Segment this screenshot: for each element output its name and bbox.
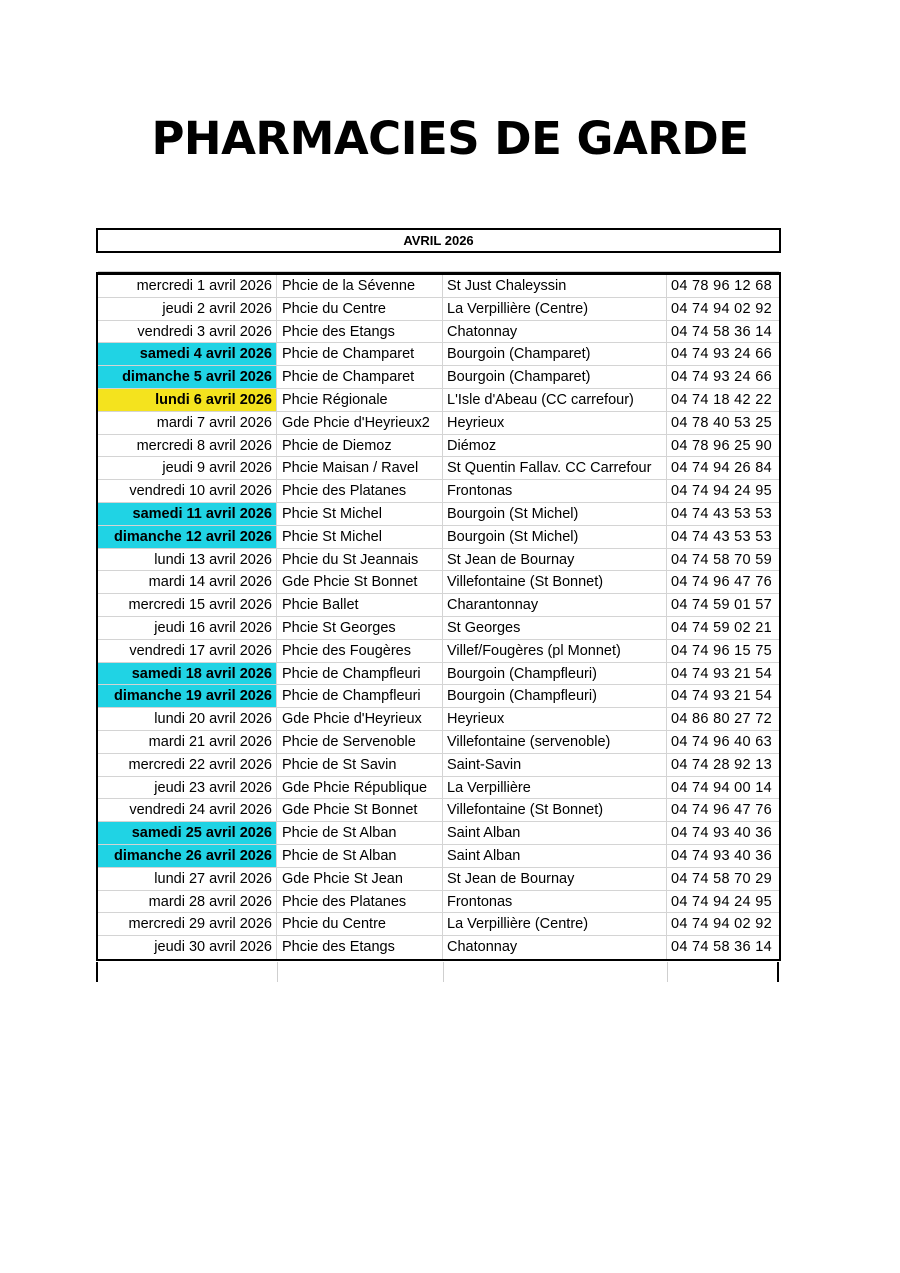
phone-cell: 04 74 94 26 84 xyxy=(671,460,772,477)
pharmacy-cell: Phcie de St Savin xyxy=(277,754,443,776)
city-cell: Saint Alban xyxy=(443,822,667,844)
pharmacy-cell: Phcie Ballet xyxy=(277,594,443,616)
city-cell: St Just Chaleyssin xyxy=(443,275,667,297)
table-row xyxy=(98,640,779,663)
city-cell: St Jean de Bournay xyxy=(443,868,667,890)
date-cell: mercredi 8 avril 2026 xyxy=(98,435,277,457)
table-row xyxy=(98,457,779,480)
table-row xyxy=(98,321,779,344)
city-cell: Heyrieux xyxy=(443,708,667,730)
city-cell: Bourgoin (Champfleuri) xyxy=(443,685,667,707)
city-cell: Villefontaine (St Bonnet) xyxy=(443,571,667,593)
grid-line xyxy=(777,962,779,982)
city-cell: Frontonas xyxy=(443,480,667,502)
date-cell: mercredi 1 avril 2026 xyxy=(98,275,277,297)
table-row xyxy=(98,845,779,868)
date-cell: mardi 14 avril 2026 xyxy=(98,571,277,593)
date-cell: mardi 7 avril 2026 xyxy=(98,412,277,434)
phone-cell: 04 74 58 70 29 xyxy=(671,870,772,887)
spacer-row xyxy=(98,253,779,272)
city-cell: Villefontaine (St Bonnet) xyxy=(443,799,667,821)
pharmacy-cell: Phcie de Champaret xyxy=(277,366,443,388)
date-cell: jeudi 9 avril 2026 xyxy=(98,457,277,479)
table-row xyxy=(98,435,779,458)
pharmacy-cell: Phcie du Centre xyxy=(277,913,443,935)
city-cell: St Georges xyxy=(443,617,667,639)
date-cell: vendredi 24 avril 2026 xyxy=(98,799,277,821)
pharmacy-cell: Phcie de Champaret xyxy=(277,343,443,365)
city-cell: Frontonas xyxy=(443,891,667,913)
table-row xyxy=(98,799,779,822)
city-cell: Bourgoin (Champaret) xyxy=(443,366,667,388)
date-cell: dimanche 5 avril 2026 xyxy=(98,366,277,388)
date-cell: samedi 4 avril 2026 xyxy=(98,343,277,365)
pharmacy-cell: Phcie des Platanes xyxy=(277,480,443,502)
pharmacy-cell: Phcie des Platanes xyxy=(277,891,443,913)
phone-cell: 04 74 43 53 53 xyxy=(671,528,772,545)
table-row xyxy=(98,275,779,298)
date-cell: jeudi 2 avril 2026 xyxy=(98,298,277,320)
pharmacy-cell: Gde Phcie d'Heyrieux xyxy=(277,708,443,730)
pharmacy-cell: Phcie de St Alban xyxy=(277,845,443,867)
date-cell: vendredi 3 avril 2026 xyxy=(98,321,277,343)
table-row xyxy=(98,822,779,845)
pharmacy-cell: Phcie du Centre xyxy=(277,298,443,320)
pharmacy-cell: Phcie des Etangs xyxy=(277,936,443,959)
date-cell: jeudi 23 avril 2026 xyxy=(98,777,277,799)
date-cell: mardi 21 avril 2026 xyxy=(98,731,277,753)
date-cell: samedi 18 avril 2026 xyxy=(98,663,277,685)
date-cell: jeudi 16 avril 2026 xyxy=(98,617,277,639)
pharmacy-cell: Phcie de la Sévenne xyxy=(277,275,443,297)
pharmacy-cell: Gde Phcie St Bonnet xyxy=(277,571,443,593)
phone-cell: 04 74 93 21 54 xyxy=(671,665,772,682)
table-row xyxy=(98,936,779,959)
phone-cell: 04 78 96 25 90 xyxy=(671,437,772,454)
grid-line xyxy=(96,962,98,982)
phone-cell: 04 78 96 12 68 xyxy=(671,278,772,294)
phone-cell: 04 74 94 24 95 xyxy=(671,483,772,500)
phone-cell: 04 74 18 42 22 xyxy=(671,391,772,408)
pharmacy-cell: Phcie Régionale xyxy=(277,389,443,411)
table-row xyxy=(98,617,779,640)
city-cell: Bourgoin (St Michel) xyxy=(443,503,667,525)
phone-cell: 04 74 59 01 57 xyxy=(671,597,772,614)
pharmacy-cell: Phcie des Fougères xyxy=(277,640,443,662)
city-cell: St Jean de Bournay xyxy=(443,549,667,571)
table-row xyxy=(98,777,779,800)
city-cell: Bourgoin (Champaret) xyxy=(443,343,667,365)
pharmacy-cell: Phcie de St Alban xyxy=(277,822,443,844)
pharmacy-cell: Phcie St Georges xyxy=(277,617,443,639)
phone-cell: 04 74 93 24 66 xyxy=(671,346,772,363)
city-cell: Saint Alban xyxy=(443,845,667,867)
table-row xyxy=(98,731,779,754)
city-cell: Villef/Fougères (pl Monnet) xyxy=(443,640,667,662)
phone-cell: 04 74 58 36 14 xyxy=(671,939,772,956)
phone-cell: 04 74 58 70 59 xyxy=(671,551,772,568)
phone-cell: 04 74 94 02 92 xyxy=(671,916,772,933)
table-row xyxy=(98,503,779,526)
pharmacy-cell: Phcie du St Jeannais xyxy=(277,549,443,571)
date-cell: dimanche 26 avril 2026 xyxy=(98,845,277,867)
pharmacy-cell: Gde Phcie St Bonnet xyxy=(277,799,443,821)
table-row xyxy=(98,480,779,503)
pharmacy-cell: Phcie des Etangs xyxy=(277,321,443,343)
table-row xyxy=(98,412,779,435)
phone-cell: 04 74 93 40 36 xyxy=(671,847,772,864)
phone-cell: 04 74 43 53 53 xyxy=(671,505,772,522)
pharmacy-cell: Phcie St Michel xyxy=(277,503,443,525)
phone-cell: 04 74 94 00 14 xyxy=(671,779,772,796)
phone-cell: 04 74 94 24 95 xyxy=(671,893,772,910)
date-cell: lundi 27 avril 2026 xyxy=(98,868,277,890)
date-cell: dimanche 19 avril 2026 xyxy=(98,685,277,707)
date-cell: vendredi 17 avril 2026 xyxy=(98,640,277,662)
pharmacy-cell: Phcie de Champfleuri xyxy=(277,663,443,685)
date-cell: samedi 11 avril 2026 xyxy=(98,503,277,525)
city-cell: Bourgoin (St Michel) xyxy=(443,526,667,548)
date-cell: mercredi 29 avril 2026 xyxy=(98,913,277,935)
pharmacy-cell: Phcie Maisan / Ravel xyxy=(277,457,443,479)
date-cell: mercredi 22 avril 2026 xyxy=(98,754,277,776)
city-cell: Charantonnay xyxy=(443,594,667,616)
city-cell: Bourgoin (Champfleuri) xyxy=(443,663,667,685)
pharmacy-cell: Gde Phcie République xyxy=(277,777,443,799)
table-row xyxy=(98,685,779,708)
table-row xyxy=(98,389,779,412)
table-row xyxy=(98,298,779,321)
schedule-table xyxy=(96,272,781,961)
table-row xyxy=(98,891,779,914)
date-cell: samedi 25 avril 2026 xyxy=(98,822,277,844)
city-cell: St Quentin Fallav. CC Carrefour xyxy=(443,457,667,479)
city-cell: Heyrieux xyxy=(443,412,667,434)
phone-cell: 04 74 28 92 13 xyxy=(671,756,772,773)
city-cell: La Verpillière xyxy=(443,777,667,799)
city-cell: Diémoz xyxy=(443,435,667,457)
phone-cell: 04 74 94 02 92 xyxy=(671,300,772,317)
date-cell: lundi 13 avril 2026 xyxy=(98,549,277,571)
grid-line xyxy=(443,962,444,982)
date-cell: dimanche 12 avril 2026 xyxy=(98,526,277,548)
pharmacy-cell: Gde Phcie St Jean xyxy=(277,868,443,890)
city-cell: Saint-Savin xyxy=(443,754,667,776)
table-row xyxy=(98,366,779,389)
phone-cell: 04 74 58 36 14 xyxy=(671,323,772,340)
phone-cell: 04 74 96 47 76 xyxy=(671,574,772,591)
table-row xyxy=(98,754,779,777)
city-cell: Villefontaine (servenoble) xyxy=(443,731,667,753)
date-cell: jeudi 30 avril 2026 xyxy=(98,936,277,959)
phone-cell: 04 74 59 02 21 xyxy=(671,619,772,636)
table-row xyxy=(98,571,779,594)
grid-line xyxy=(667,962,668,982)
pharmacy-cell: Gde Phcie d'Heyrieux2 xyxy=(277,412,443,434)
month-header: AVRIL 2026 xyxy=(96,228,781,253)
phone-cell: 04 74 96 47 76 xyxy=(671,802,772,819)
table-row xyxy=(98,549,779,572)
phone-cell: 04 74 96 15 75 xyxy=(671,642,772,659)
pharmacy-cell: Phcie St Michel xyxy=(277,526,443,548)
table-row xyxy=(98,663,779,686)
phone-cell: 04 78 40 53 25 xyxy=(671,414,772,431)
city-cell: Chatonnay xyxy=(443,936,667,959)
date-cell: vendredi 10 avril 2026 xyxy=(98,480,277,502)
city-cell: La Verpillière (Centre) xyxy=(443,913,667,935)
table-row xyxy=(98,868,779,891)
city-cell: L'Isle d'Abeau (CC carrefour) xyxy=(443,389,667,411)
table-row xyxy=(98,526,779,549)
pharmacy-cell: Phcie de Servenoble xyxy=(277,731,443,753)
phone-cell: 04 74 93 40 36 xyxy=(671,825,772,842)
table-row xyxy=(98,708,779,731)
phone-cell: 04 74 96 40 63 xyxy=(671,733,772,750)
date-cell: mardi 28 avril 2026 xyxy=(98,891,277,913)
grid-line xyxy=(277,962,278,982)
phone-cell: 04 74 93 24 66 xyxy=(671,369,772,386)
table-row xyxy=(98,343,779,366)
date-cell: mercredi 15 avril 2026 xyxy=(98,594,277,616)
phone-cell: 04 74 93 21 54 xyxy=(671,688,772,705)
table-row xyxy=(98,913,779,936)
date-cell: lundi 20 avril 2026 xyxy=(98,708,277,730)
page-title: PHARMACIES DE GARDE xyxy=(151,112,749,165)
date-cell: lundi 6 avril 2026 xyxy=(98,389,277,411)
phone-cell: 04 86 80 27 72 xyxy=(671,711,772,728)
city-cell: La Verpillière (Centre) xyxy=(443,298,667,320)
pharmacy-cell: Phcie de Diemoz xyxy=(277,435,443,457)
pharmacy-cell: Phcie de Champfleuri xyxy=(277,685,443,707)
city-cell: Chatonnay xyxy=(443,321,667,343)
table-row xyxy=(98,594,779,617)
